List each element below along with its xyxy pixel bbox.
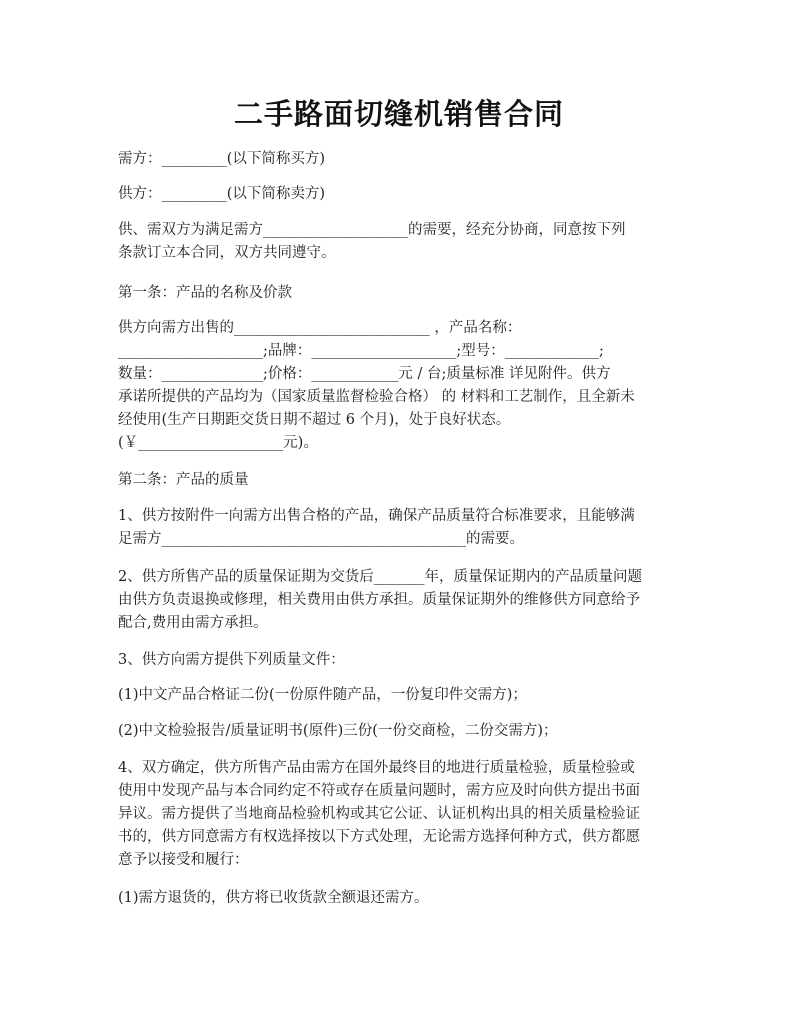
- clause-2-2: 2、供方所售产品的质量保证期为交货后_______年，质量保证期内的产品质量问题 由供方负责退换或修理，相关费用由供方承担。质量保证期外的维修供方同意给予 配合,费用由需方承担。: [118, 569, 642, 631]
- clause-2-3-item-1: (1)中文产品合格证二份(一份原件随产品，一份复印件交需方)；: [118, 687, 527, 703]
- clause-2-3: 3、供方向需方提供下列质量文件：: [118, 652, 345, 668]
- seller-line: 供方：_________(以下简称卖方): [118, 186, 326, 202]
- clause-2-4-item-1: (1)需方退货的，供方将已收货款全额退还需方。: [118, 890, 429, 906]
- preamble-paragraph: 供、需双方为满足需方____________________的需要，经充分协商，同意按下列 条款订立本合同，双方共同遵守。: [118, 222, 626, 261]
- clause-2-1: 1、供方按附件一向需方出售合格的产品，确保产品质量符合标准要求，且能够满 足需方__________________________________________的需要。: [118, 508, 635, 547]
- buyer-line: 需方：_________(以下简称买方): [118, 151, 326, 167]
- article-1-heading: 第一条：产品的名称及价款: [118, 285, 292, 301]
- document-title: 二手路面切缝机销售合同: [233, 97, 564, 131]
- clause-2-4: 4、双方确定，供方所售产品由需方在国外最终目的地进行质量检验，质量检验或 使用中发现产品与本合同约定不符或存在质量问题时，需方应及时向供方提出书面 异议。需方提供了当地商品检验机构或其它公证、认证机构出具的相关质量检验证 书的，供方同意需方有权选择按以下方式处理，无论需方选择何种方式，供方都愿 意予以接受和履行：: [118, 760, 640, 868]
- article-1-body: 供方向需方出售的___________________________ ，产品名称： ____________________;品牌：____________________;型号：_____________; 数量：______________;价格：____________元 / 台;质量标准 详见附件。供方 承诺所提供的产品均为（国家质量监督检验合格） 的 材料和工艺制作，且全新未 经使用(生产日期距交货日期不超过 6 个月)，处于良好状态。 (￥____________________元)。: [118, 320, 635, 451]
- clause-2-3-item-2: (2)中文检验报告/质量证明书(原件)三份(一份交商检，二份交需方)；: [118, 723, 558, 739]
- article-2-heading: 第二条：产品的质量: [118, 472, 249, 488]
